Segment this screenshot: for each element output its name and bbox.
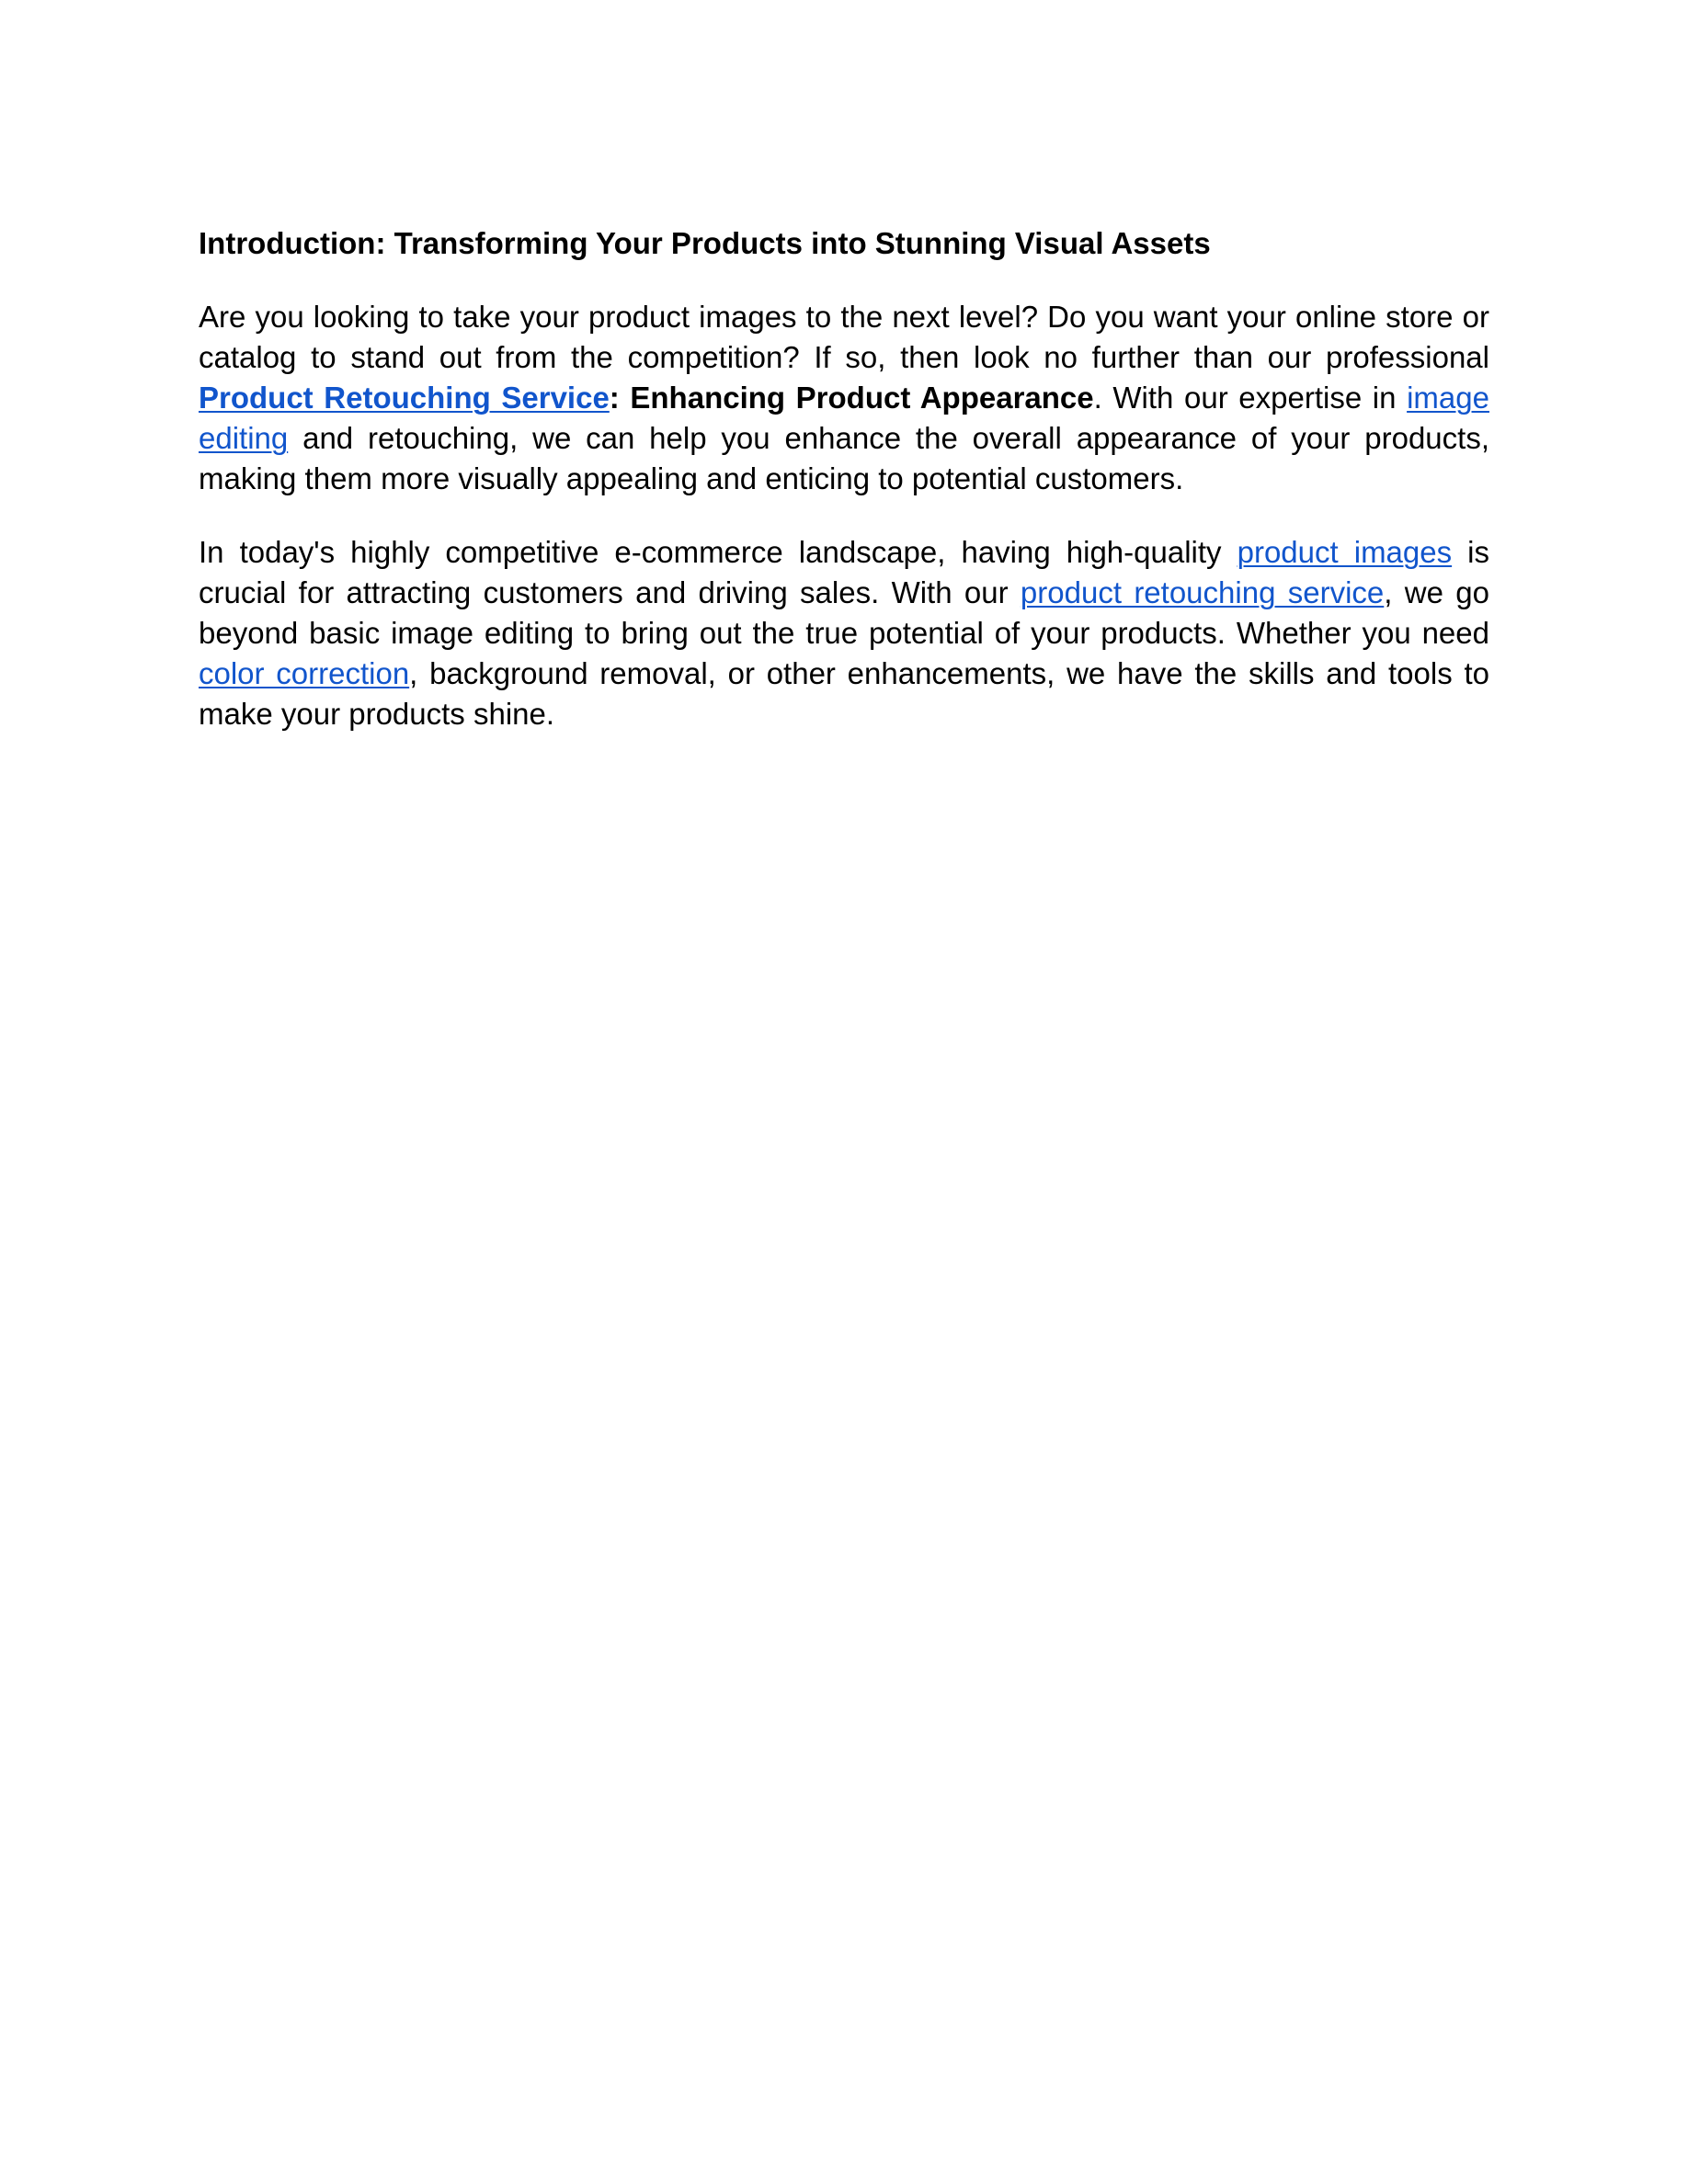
product-retouching-service-link[interactable]: Product Retouching Service	[199, 381, 610, 415]
paragraph-text: . With our expertise in	[1093, 381, 1408, 415]
paragraph-text: Are you looking to take your product images to the next level? Do you want your online store or catalog to stand out from the competition? If so, then look no further than our professional	[199, 300, 1489, 374]
paragraph-text: , background removal, or other enhancements, we have the skills and tools to make your products shine.	[199, 656, 1489, 731]
paragraph-text: and retouching, we can help you enhance the overall appearance of your products, making them more visually appealing and enticing to potential customers.	[199, 421, 1489, 495]
section-heading: Introduction: Transforming Your Products into Stunning Visual Assets	[199, 226, 1211, 260]
paragraph-ecommerce	[199, 532, 1489, 734]
color-correction-link[interactable]: color correction	[199, 656, 410, 690]
document-body	[199, 223, 1489, 768]
product-images-link[interactable]: product images	[1237, 535, 1453, 569]
paragraph-text: , we go beyond basic image editing to bring out the true potential of your products. Whether you need	[199, 575, 1489, 650]
bold-text: : Enhancing Product Appearance	[609, 381, 1094, 415]
paragraph-text: In today's highly competitive e-commerce landscape, having high-quality	[199, 535, 1237, 569]
product-retouching-link[interactable]: product retouching service	[1020, 575, 1385, 609]
paragraph-intro	[199, 297, 1489, 499]
image-editing-link[interactable]: image editing	[199, 381, 1489, 455]
paragraph-text: is crucial for attracting customers and driving sales. With our	[199, 535, 1490, 609]
